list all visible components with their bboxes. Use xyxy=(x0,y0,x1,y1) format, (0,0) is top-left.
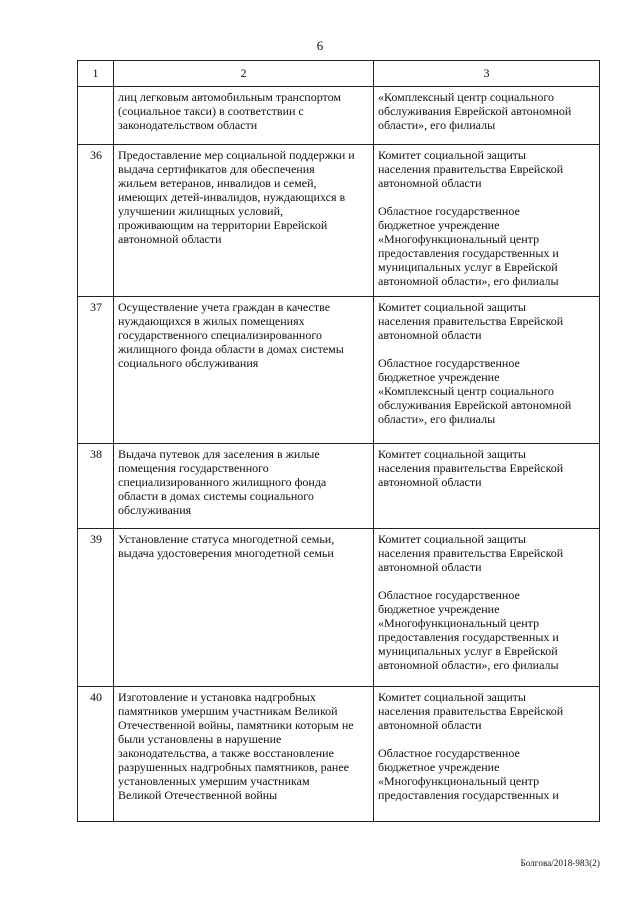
service-description-text: Изготовление и установка надгробных памятников умершим участникам Великой Отечественной войны, памятники которым не были установлены в нарушение законодательства, а также восстановление разрушенных надгробных памятников, ранее установленных умершим участникам Великой Отечественной войны xyxy=(118,690,354,802)
responsible-organization-cell xyxy=(374,444,600,529)
service-description-cell xyxy=(114,297,374,444)
row-number-cell: 40 xyxy=(78,687,114,822)
service-description-text: Выдача путевок для заселения в жилые помещения государственного специализированного жилищного фонда области в домах системы социального обслуживания xyxy=(118,447,327,517)
table-body xyxy=(78,61,600,822)
organization-text: Областное государственное бюджетное учреждение «Комплексный центр социального обслуживания Еврейской автономной области», его филиалы xyxy=(378,356,572,426)
row-number-cell: 39 xyxy=(78,529,114,687)
organization-text: Комитет социальной защиты населения правительства Еврейской автономной области xyxy=(378,148,564,190)
service-description-text: Предоставление мер социальной поддержки и выдача сертификатов для обеспечения жильем ветеранов, инвалидов и семей, имеющих детей-инвалидов, нуждающихся в улучшении жилищных условий, проживающим на территории Еврейской автономной области xyxy=(118,148,355,246)
table-row xyxy=(78,145,600,297)
table-header-row xyxy=(78,61,600,87)
service-description-text: Осуществление учета граждан в качестве нуждающихся в жилых помещениях государственного специализированного жилищного фонда области в домах системы социального обслуживания xyxy=(118,300,344,370)
organization-text: Областное государственное бюджетное учреждение «Многофункциональный центр предоставления государственных и xyxy=(378,746,559,802)
responsible-organization-cell xyxy=(374,87,600,145)
responsible-organization-cell xyxy=(374,687,600,822)
organization-text: Комитет социальной защиты населения правительства Еврейской автономной области xyxy=(378,300,564,342)
organization-text: Комитет социальной защиты населения правительства Еврейской автономной области xyxy=(378,532,564,574)
organization-text: «Комплексный центр социального обслуживания Еврейской автономной области», его филиалы xyxy=(378,90,572,132)
header-cell-col2: 2 xyxy=(114,61,374,87)
row-number-cell: 38 xyxy=(78,444,114,529)
table-row xyxy=(78,687,600,822)
service-description-text: Установление статуса многодетной семьи, выдача удостоверения многодетной семьи xyxy=(118,532,335,560)
organization-text: Областное государственное бюджетное учреждение «Многофункциональный центр предоставления государственных и муниципальных услуг в Еврейской автономной области», его филиалы xyxy=(378,204,559,288)
organization-text: Комитет социальной защиты населения правительства Еврейской автономной области xyxy=(378,690,564,732)
services-table xyxy=(77,60,600,822)
responsible-organization-cell xyxy=(374,297,600,444)
responsible-organization-cell xyxy=(374,529,600,687)
service-description-cell xyxy=(114,529,374,687)
table-row xyxy=(78,87,600,145)
service-description-cell xyxy=(114,444,374,529)
organization-text: Областное государственное бюджетное учреждение «Многофункциональный центр предоставления государственных и муниципальных услуг в Еврейской автономной области», его филиалы xyxy=(378,588,559,672)
header-cell-col3: 3 xyxy=(374,61,600,87)
organization-text: Комитет социальной защиты населения правительства Еврейской автономной области xyxy=(378,447,564,489)
row-number-cell xyxy=(78,87,114,145)
page-number: 6 xyxy=(316,38,324,53)
row-number-cell: 36 xyxy=(78,145,114,297)
table-row xyxy=(78,297,600,444)
header-cell-col1: 1 xyxy=(78,61,114,87)
document-registration-code: Болгова/2018-983(2) xyxy=(520,858,600,868)
table-row xyxy=(78,444,600,529)
responsible-organization-cell xyxy=(374,145,600,297)
service-description-cell xyxy=(114,687,374,822)
service-description-cell xyxy=(114,87,374,145)
row-number-cell: 37 xyxy=(78,297,114,444)
service-description-text: лиц легковым автомобильным транспортом (социальное такси) в соответствии с законодательством области xyxy=(118,90,342,132)
table-row xyxy=(78,529,600,687)
service-description-cell xyxy=(114,145,374,297)
